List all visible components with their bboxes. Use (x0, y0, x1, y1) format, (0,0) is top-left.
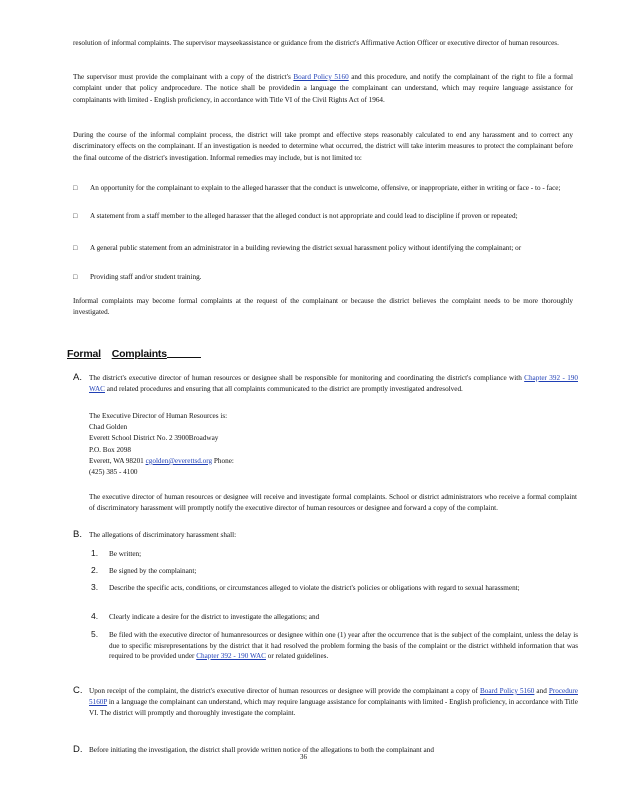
list-item (73, 183, 578, 194)
page-number: 36 (300, 753, 307, 761)
section-heading (67, 348, 201, 360)
paragraph-supervisor-notice (73, 72, 573, 106)
contact-intro: The Executive Director of Human Resources is: (89, 412, 228, 420)
list-item (73, 272, 578, 283)
wac-chapter-link[interactable]: Chapter 392 - 190 WAC (196, 652, 266, 660)
list-item (91, 612, 578, 623)
section-text: The allegations of discriminatory harassment shall: (89, 531, 237, 539)
item-number: 4. (91, 611, 99, 621)
section-text (89, 373, 578, 395)
section-letter: B. (73, 529, 82, 540)
contact-name: Chad Golden (89, 423, 128, 432)
contact-organization: Everett School District No. 2 3900Broadway (89, 434, 219, 443)
checkbox-bullet-icon: □ (73, 184, 78, 192)
section-text-part: Upon receipt of the complaint, the district's executive director of human resources or designee will provide the complainant a copy of (89, 687, 480, 695)
paragraph-informal-resolution: resolution of informal complaints. The supervisor mayseekassistance or guidance from the district's Affirmative Action Officer or executive director of human resources. (73, 39, 559, 47)
contact-block (89, 411, 389, 478)
heading-word: Complaints (111, 348, 167, 360)
contact-city-line (89, 456, 389, 467)
section-text-part: The district's executive director of human resources or designee shall be responsible for monitoring and coordinating the district's compliance with (89, 374, 525, 382)
paragraph-text: and this procedure, and notify the complainant of the right to file a formal complaint under that policy andprocedure. The notice shall be providedin a language the complainant can understand, which may require language assistance for complainants with limited - English proficiency, in accordance with Title VI of the Civil Rights Act of 1964. (73, 73, 573, 104)
list-item (91, 566, 578, 577)
section-d (73, 745, 578, 756)
section-b (73, 530, 578, 541)
section-c (73, 686, 578, 719)
section-text (89, 686, 578, 719)
item-number: 3. (91, 582, 99, 592)
checkbox-bullet-icon: □ (73, 244, 78, 252)
section-text-part: in a language the complainant can understand, which may require language assistance for complainants with limited - English proficiency, in accordance with Title VI. The district will promptly and thoroughly investigate the complaint. (89, 698, 578, 717)
list-item (73, 211, 578, 222)
item-text: Be written; (109, 550, 142, 558)
list-item-text: Providing staff and/or student training. (90, 273, 202, 281)
section-letter: D. (73, 744, 83, 755)
list-item (73, 243, 578, 254)
paragraph-formal-receipt: The executive director of human resources or designee will receive and investigate formal complaints. School or district administrators who receive a formal complaint of discriminatory harassment will promptly notify the executive director of human resources or designee and forward a copy of the complaint. (89, 493, 577, 513)
email-link[interactable]: cgolden@everettsd.org (145, 456, 213, 465)
list-item (91, 583, 578, 594)
item-number: 2. (91, 565, 99, 575)
item-text (109, 630, 578, 662)
checkbox-bullet-icon: □ (73, 212, 78, 220)
procedure-link[interactable]: Procedure 5160P (89, 687, 578, 706)
list-item-text: A statement from a staff member to the alleged harasser that the alleged conduct is not appropriate and could lead to discipline if proven or repeated; (90, 212, 518, 220)
section-text: Before initiating the investigation, the district shall provide written notice of the allegations to both the complainant and (89, 746, 434, 754)
board-policy-link[interactable]: Board Policy 5160 (293, 73, 349, 81)
item-text-part: or related guidelines. (265, 652, 329, 660)
wac-chapter-link[interactable]: Chapter 392 - 190 WAC (89, 374, 578, 393)
item-text: Describe the specific acts, conditions, or circumstances alleged to violate the district's policies or obligations with regard to sexual harassment; (109, 584, 520, 592)
paragraph-interim-measures: During the course of the informal complaint process, the district will take prompt and effective steps reasonably calculated to end any harassment and to correct any discriminatory effects on the complainant. If an investigation is needed to determine what occurred, the district will take interim measures to protect the complainant before the final outcome of the district's investigation. Informal remedies may include, but is not limited to: (73, 131, 573, 162)
item-text: Be signed by the complainant; (109, 567, 197, 575)
paragraph-text: The supervisor must provide the complainant with a copy of the district's (73, 73, 294, 81)
item-number: 5. (91, 629, 99, 639)
item-text-part: Be filed with the executive director of humanresources or designee within one (1) year after the occurrence that is the subject of the complaint, unless the delay is due to specific misrepresentations by the district that it had resolved the problem forming the basis of the complaint or the district withheld information that was required to be provided under (109, 631, 578, 660)
board-policy-link[interactable]: Board Policy 5160 (479, 687, 535, 695)
section-a (73, 373, 578, 395)
list-item-text: An opportunity for the complainant to explain to the alleged harasser that the conduct is unwelcome, offensive, or inappropriate, either in writing or face - to - face; (90, 184, 561, 192)
heading-word: Formal (67, 348, 101, 360)
checkbox-bullet-icon: □ (73, 273, 78, 281)
section-text-part: and related procedures and ensuring that all complaints communicated to the district are promptly investigated andresolved. (104, 385, 463, 393)
contact-phone: (425) 385 - 4100 (89, 468, 138, 477)
section-text-part: and (534, 687, 549, 695)
heading-underline (167, 348, 201, 358)
list-item (91, 630, 578, 662)
list-item-text: A general public statement from an administrator in a building reviewing the district sexual harassment policy without identifying the complainant; or (90, 244, 522, 252)
section-letter: C. (73, 685, 83, 696)
paragraph-formal-escalation: Informal complaints may become formal complaints at the request of the complainant or because the district believes the complaint needs to be more thoroughly investigated. (73, 297, 573, 317)
list-item (91, 549, 578, 560)
contact-city: Everett, WA 98201 (89, 456, 146, 465)
phone-label: Phone: (212, 456, 234, 465)
section-letter: A. (73, 372, 82, 383)
item-number: 1. (91, 548, 99, 558)
item-text: Clearly indicate a desire for the district to investigate the allegations; and (109, 613, 320, 621)
contact-po-box: P.O. Box 2098 (89, 445, 131, 454)
